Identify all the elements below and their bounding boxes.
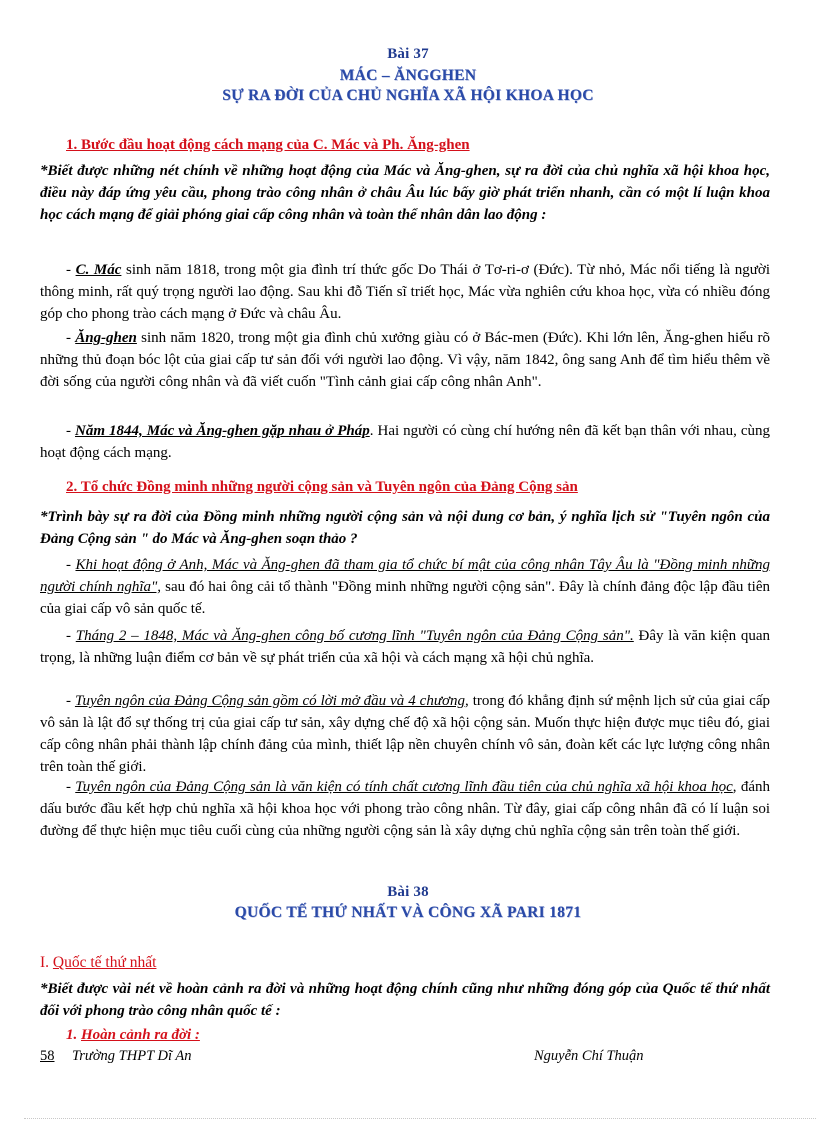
significance-paragraph-text: , đánh dấu bước đầu kết hợp chủ nghĩa xã hội khoa học với phong trào công nhân. Từ đây, giai cấp công nhân đã có lí luận soi đường để thực hiện mục tiêu cuối cùng của những người cộng sản là xây dựng chủ nghĩa cộng sản trên toàn thế giới. [40,779,770,839]
section-I-objective: *Biết được vài nét về hoàn cảnh ra đời và những hoạt động chính cũng như những đóng góp của Quốc tế thứ nhất đối với phong trào công nhân quốc tế : [40,981,770,1019]
section-1-paragraph-meeting: - Năm 1844, Mác và Ăng-ghen gặp nhau ở Pháp. Hai người có cùng chí hướng nên đã kết bạn thân với nhau, cùng hoạt động cách mạng. [40,423,770,461]
footer-school: Trường THPT Dĩ An [72,1048,192,1064]
section-1-paragraph-engels: - Ăng-ghen sinh năm 1820, trong một gia đình chủ xưởng giàu có ở Bác-men (Đức). Khi lớn lên, Ăng-ghen hiểu rõ những thủ đoạn bóc lột của giai cấp tư sản đối với người lao động. Vì vậy, năm 1842, ông sang Anh để tìm hiểu thêm về đời sống của người công nhân và đã viết cuốn "Tình cảnh giai cấp công nhân Anh". [40,330,770,390]
meeting-paragraph-text: . Hai người có cùng chí hướng nên đã kết bạn thân với nhau, cùng hoạt động cách mạng. [40,423,770,461]
significance-lead: Tuyên ngôn của Đảng Cộng sản là văn kiện có tính chất cương lĩnh đầu tiên của chủ nghĩa xã hội khoa học [75,779,733,795]
section-2-paragraph-content: - Tuyên ngôn của Đảng Cộng sản gồm có lời mở đầu và 4 chương, trong đó khẳng định sứ mệnh lịch sử của giai cấp vô sản là lật đổ sự thống trị của giai cấp tư sản, xây dựng chế độ xã hội cộng sản. Muốn thực hiện được mục tiêu đó, giai cấp công nhân phải thành lập chính đảng của mình, thiết lập nền chuyên chính vô sản, đoàn kết các lực lượng công nhân trên toàn thế giới. [40,693,770,775]
section-I-number: I. [40,954,50,971]
content-paragraph-text: , trong đó khẳng định sứ mệnh lịch sử của giai cấp vô sản là lật đổ sự thống trị của giai cấp tư sản, xây dựng chế độ xã hội cộng sản. Muốn thực hiện được mục tiêu đó, giai cấp công nhân phải thành lập chính đảng của mình, thiết lập nền chuyên chính vô sản, đoàn kết các lực lượng công nhân trên toàn thế giới. [40,693,770,775]
section-I-heading [40,952,770,974]
section-1-objective: *Biết được những nét chính về những hoạt động của Mác và Ăng-ghen, sự ra đời của chủ nghĩa xã hội khoa học, điều này đáp ứng yêu cầu, phong trào công nhân ở châu Âu lúc bấy giờ phát triển nhanh, cần có một lí luận khoa học cách mạng để giải phóng giai cấp công nhân và toàn thể nhân dân lao động : [40,163,770,223]
section-1-heading-text: 1. Bước đầu hoạt động cách mạng của C. Mác và Ph. Ăng-ghen [66,137,470,153]
section-2-paragraph-significance: - Tuyên ngôn của Đảng Cộng sản là văn kiện có tính chất cương lĩnh đầu tiên của chủ nghĩa xã hội khoa học, đánh dấu bước đầu kết hợp chủ nghĩa xã hội khoa học với phong trào công nhân. Từ đây, giai cấp công nhân đã có lí luận soi đường để thực hiện mục tiêu cuối cùng của những người cộng sản là xây dựng chủ nghĩa cộng sản trên toàn thế giới. [40,779,770,839]
page-boundary-divider [24,1118,816,1119]
footer-author: Nguyễn Chí Thuận [534,1048,644,1064]
lesson-37-title-line2: SỰ RA ĐỜI CỦA CHỦ NGHĨA XÃ HỘI KHOA HỌC [222,87,594,104]
page-number: 58 [40,1048,55,1064]
lesson-38-title: QUỐC TẾ THỨ NHẤT VÀ CÔNG XÃ PARI 1871 [234,904,582,921]
lesson-37-number: Bài 37 [387,46,429,62]
content-lead: Tuyên ngôn của Đảng Cộng sản gồm có lời mở đầu và 4 chương [74,693,466,709]
lesson-38-number: Bài 38 [387,884,429,900]
section-2-objective: *Trình bày sự ra đời của Đồng minh những người cộng sản và nội dung cơ bản, ý nghĩa lịch sử "Tuyên ngôn của Đảng Cộng sản " do Mác và Ăng-ghen soạn thảo ? [40,509,770,547]
league-paragraph-text: sau đó hai ông cải tổ thành "Đồng minh những người cộng sản". Đây là chính đảng độc lập đầu tiên của giai cấp vô sản quốc tế. [40,579,770,617]
lesson-37-title-line1: MÁC – ĂNGGHEN [339,67,477,84]
section-2-heading [66,476,766,498]
section-I-title: Quốc tế thứ nhất [52,954,157,971]
section-2-paragraph-league: - Khi hoạt động ở Anh, Mác và Ăng-ghen đã tham gia tổ chức bí mật của công nhân Tây Âu là "Đồng minh những người chính nghĩa", sau đó hai ông cải tổ thành "Đồng minh những người cộng sản". Đây là chính đảng độc lập đầu tiên của giai cấp vô sản quốc tế. [40,557,771,617]
meeting-lead: Năm 1844, Mác và Ăng-ghen gặp nhau ở Pháp [75,423,370,439]
section-2-paragraph-manifesto: - Tháng 2 – 1848, Mác và Ăng-ghen công bố cương lĩnh "Tuyên ngôn của Đảng Cộng sản". Đây là văn kiện quan trọng, là những luận điểm cơ bản về sự phát triển của xã hội và cách mạng xã hội chủ nghĩa. [40,628,770,666]
subsection-1-number: 1. [66,1027,78,1043]
engels-paragraph-text: sinh năm 1820, trong một gia đình chủ xưởng giàu có ở Bác-men (Đức). Khi lớn lên, Ăng-ghen hiểu rõ những thủ đoạn bóc lột của giai cấp tư sản đối với người lao động. Vì vậy, năm 1842, ông sang Anh để tìm hiểu thêm về đời sống của người công nhân và đã viết cuốn "Tình cảnh giai cấp công nhân Anh". [40,330,770,390]
marx-paragraph-text: sinh năm 1818, trong một gia đình trí thức gốc Do Thái ở Tơ-ri-ơ (Đức). Từ nhỏ, Mác nổi tiếng là người thông minh, rất quý trọng người lao động. Sau khi đỗ Tiến sĩ triết học, Mác vừa nghiên cứu khoa học, vừa có nhiều đóng góp cho phong trào cách mạng ở Đức và châu Âu. [40,262,770,322]
manifesto-lead: Tháng 2 – 1848, Mác và Ăng-ghen công bố cương lĩnh "Tuyên ngôn của Đảng Cộng sản". [75,628,634,644]
manifesto-paragraph-text: Đây là văn kiện quan trọng, là những luận điểm cơ bản về sự phát triển của xã hội và cách mạng xã hội chủ nghĩa. [40,628,770,666]
subsection-1-title: Hoàn cảnh ra đời : [81,1027,200,1043]
league-lead: Khi hoạt động ở Anh, Mác và Ăng-ghen đã tham gia tổ chức bí mật của công nhân Tây Âu là "Đồng minh những người chính nghĩa", [40,557,771,595]
engels-name: Ăng-ghen [75,330,137,346]
marx-name: C. Mác [75,262,122,278]
section-1-paragraph-marx: - C. Mác sinh năm 1818, trong một gia đình trí thức gốc Do Thái ở Tơ-ri-ơ (Đức). Từ nhỏ, Mác nổi tiếng là người thông minh, rất quý trọng người lao động. Sau khi đỗ Tiến sĩ triết học, Mác vừa nghiên cứu khoa học, vừa có nhiều đóng góp cho phong trào cách mạng ở Đức và châu Âu. [40,262,770,322]
section-2-heading-text: 2. Tổ chức Đồng minh những người cộng sản và Tuyên ngôn của Đảng Cộng sản [66,479,578,495]
subsection-1-heading [66,1024,766,1046]
section-1-heading [66,134,766,156]
